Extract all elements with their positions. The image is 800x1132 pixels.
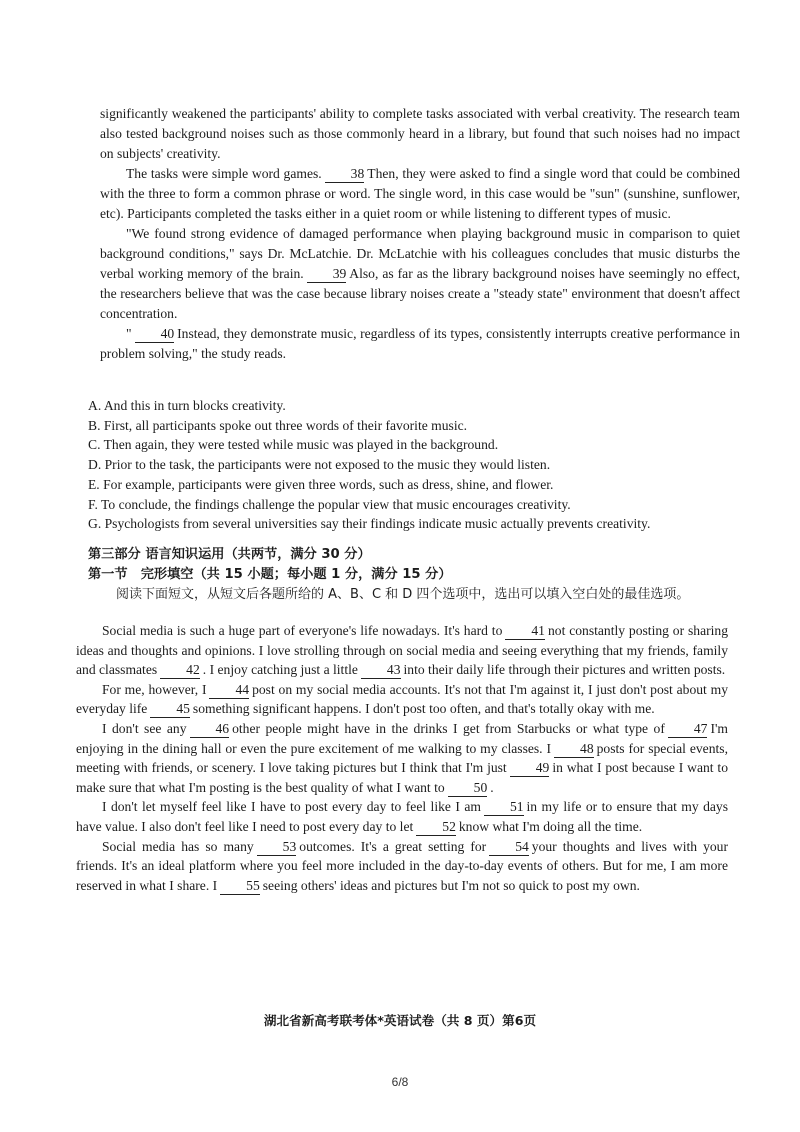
blank-55: 55	[220, 878, 260, 895]
cloze-instruction: 阅读下面短文，从短文后各题所给的 A、B、C 和 D 四个选项中，选出可以填入空白处的最佳选项。	[116, 587, 690, 602]
blank-54: 54	[489, 839, 529, 856]
blank-38: 38	[325, 166, 365, 183]
blank-51: 51	[484, 799, 524, 816]
option-f: F. To conclude, the findings challenge the popular view that music encourages creativity.	[88, 496, 571, 512]
answer-options	[88, 396, 748, 534]
blank-48: 48	[554, 741, 594, 758]
blank-39: 39	[307, 266, 347, 283]
section-header	[88, 545, 748, 605]
blank-46: 46	[190, 721, 230, 738]
passage-paragraph-1: significantly weakened the participants' ability to complete tasks associated with verbal creativity. The research team also tested background noises such as those commonly heard in a library, but found that such noises had no impact on subjects' creativity.	[100, 106, 740, 161]
option-e: E. For example, participants were given three words, such as dress, shine, and flower.	[88, 476, 554, 492]
blank-50: 50	[448, 780, 488, 797]
blank-40: 40	[135, 326, 175, 343]
passage-paragraph-2: The tasks were simple word games. 38 Then, they were asked to find a single word that could be combined with the three to form a common phrase or word. The single word, in this case would be "sun" (sunshine, sunflower, etc). Participants completed the tasks either in a quiet room or while listening to different types of music.	[100, 166, 740, 221]
cloze-paragraph-4: I don't let myself feel like I have to post every day to feel like I am 51 in my life or to ensure that my days have value. I also don't feel like I need to post every day to let 52 know what I'm doing all the time.	[76, 799, 729, 834]
cloze-passage	[76, 621, 728, 895]
cloze-section-title: 第一节 完形填空（共 15 小题；每小题 1 分，满分 15 分）	[88, 567, 452, 582]
reading-passage	[100, 104, 740, 364]
blank-53: 53	[257, 839, 297, 856]
option-d: D. Prior to the task, the participants were not exposed to the music they would listen.	[88, 457, 551, 473]
cloze-paragraph-3: I don't see any 46 other people might have in the drinks I get from Starbucks or what type of 47 I'm enjoying in the dining hall or even the pure excitement of me walking to my classes. I 48 posts for special events, meeting with friends, or scenery. I love taking pictures but I think that I'm just 49 in what I post because I want to make sure that what I'm posting is the best quality of what I want to 50 .	[76, 720, 728, 795]
blank-42: 42	[160, 662, 200, 679]
page-number: 6/8	[391, 1075, 409, 1089]
blank-41: 41	[505, 623, 545, 640]
option-a: A. And this in turn blocks creativity.	[88, 398, 286, 413]
option-c: C. Then again, they were tested while music was played in the background.	[88, 437, 499, 453]
blank-49: 49	[510, 760, 550, 777]
passage-paragraph-3: "We found strong evidence of damaged performance when playing background music in comparison to quiet background conditions," says Dr. McLatchie. Dr. McLatchie with his colleagues concludes that music disturbs the verbal working memory of the brain. 39 Also, as far as the library background noises have seemingly no effect, the researchers believe that was the case because library noises create a "steady state" environment that doesn't affect concentration.	[100, 226, 741, 321]
blank-43: 43	[361, 662, 401, 679]
part-three-title: 第三部分 语言知识运用（共两节，满分 30 分）	[88, 547, 371, 562]
blank-47: 47	[668, 721, 708, 738]
blank-44: 44	[209, 682, 249, 699]
blank-45: 45	[150, 701, 190, 718]
cloze-paragraph-1: Social media is such a huge part of everyone's life nowadays. It's hard to 41 not constantly posting or sharing ideas and thoughts and opinions. I love strolling through on social media and seeing everything that my friends, family and classmates 42 . I enjoy catching just a little 43 into their daily life through their pictures and written posts.	[76, 623, 728, 678]
passage-paragraph-4: " 40 Instead, they demonstrate music, regardless of its types, consistently interrupts creative performance in problem solving," the study reads.	[100, 326, 740, 361]
option-b: B. First, all participants spoke out three words of their favorite music.	[88, 417, 468, 433]
cloze-paragraph-2: For me, however, I 44 post on my social media accounts. It's not that I'm against it, I just don't post about my everyday life 45 something significant happens. I don't post too often, and that's totally okay with me.	[76, 681, 728, 717]
cloze-paragraph-5: Social media has so many 53 outcomes. It's a great setting for 54 your thoughts and lives with your friends. It's an ideal platform where you feel more included in the day-to-day events of others. But for me, I am more reserved in what I share. I 55 seeing others' ideas and pictures but I'm not so quick to post my own.	[76, 838, 728, 893]
blank-52: 52	[416, 819, 456, 836]
option-g: G. Psychologists from several universities say their findings indicate music actually prevents creativity.	[88, 516, 651, 532]
page-footer-title: 湖北省新高考联考体*英语试卷（共 8 页）第6页	[263, 1013, 537, 1028]
